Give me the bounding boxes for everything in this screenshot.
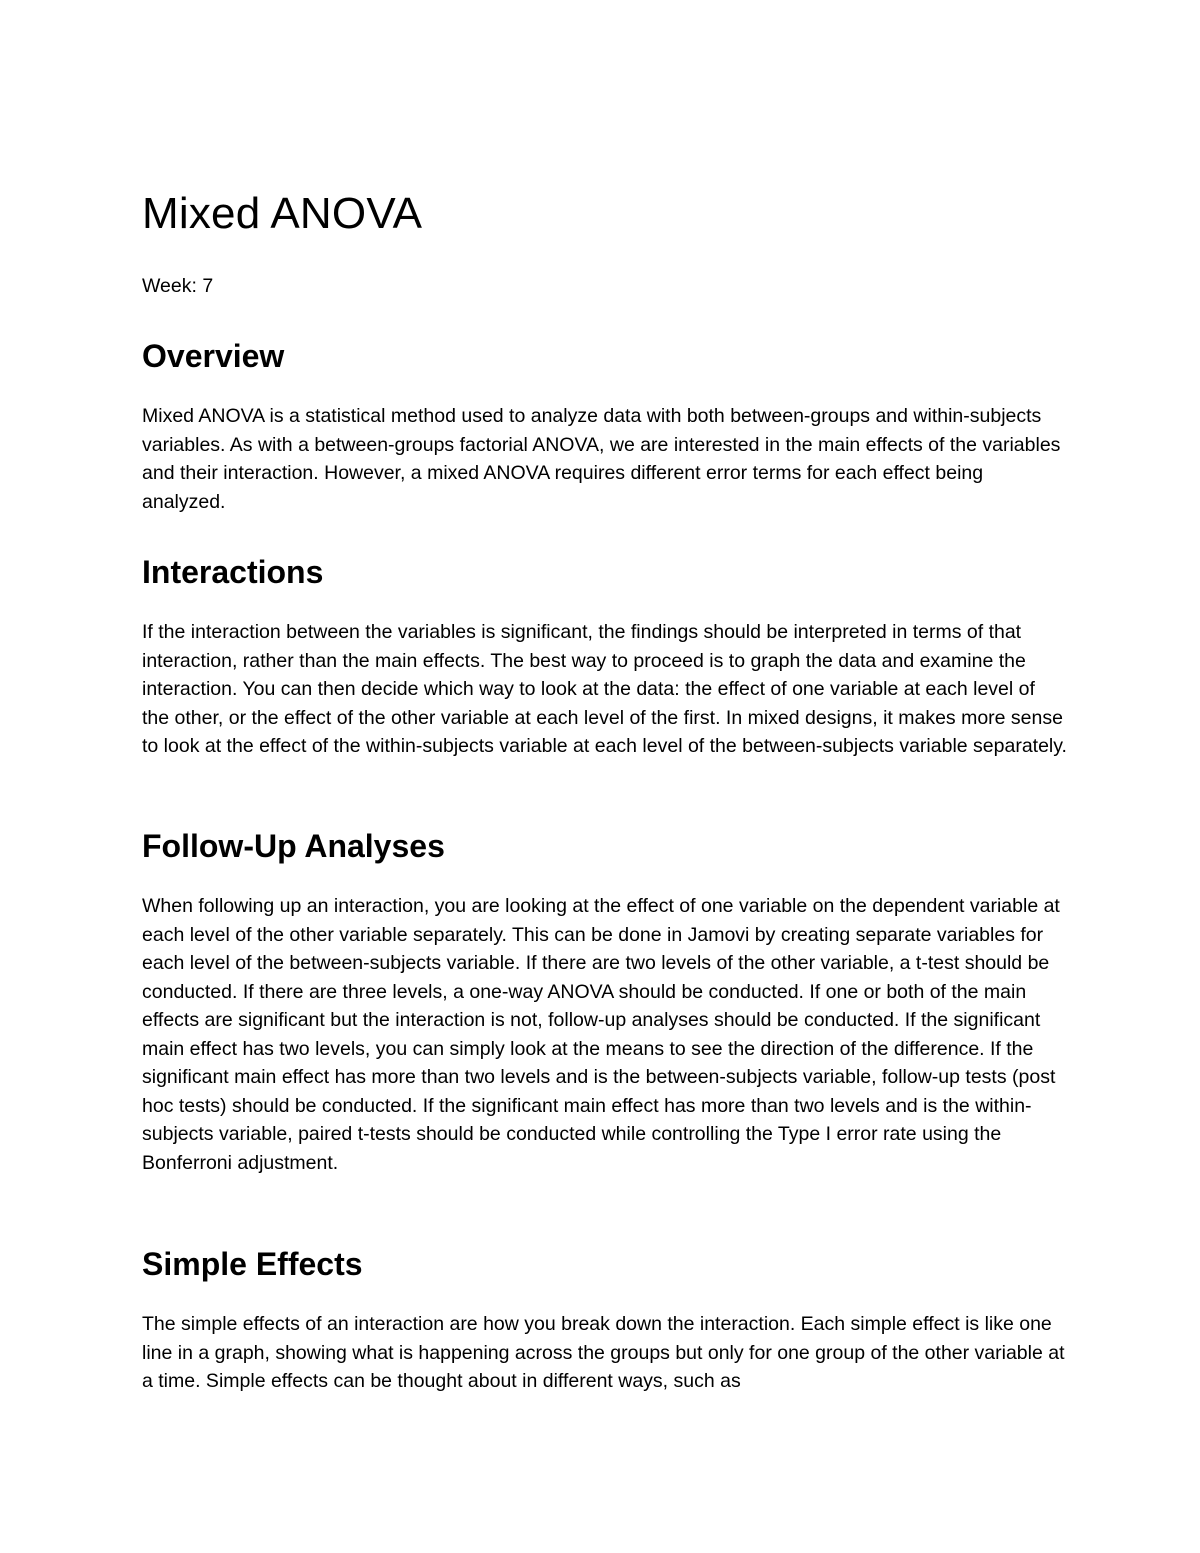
section-heading-overview: Overview [142, 338, 285, 374]
section-body-interactions: If the interaction between the variables is significant, the findings should be interpreted in terms of that interaction, rather than the main effects. The best way to proceed is to graph the data and examine the interaction. You can then decide which way to look at the data: the effect of one variable at each level of the other, or the effect of the other variable at each level of the first. In mixed designs, it makes more sense to look at the effect of the within-subjects variable at each level of the between-subjects variable separately. [142, 621, 1067, 757]
section-body-simple-effects: The simple effects of an interaction are how you break down the interaction. Each simple effect is like one line in a graph, showing what is happening across the groups but only for one group of the other variable at a time. Simple effects can be thought about in different ways, such as [142, 1313, 1065, 1392]
section-heading-follow-up-analyses: Follow-Up Analyses [142, 828, 445, 864]
section-body-overview: Mixed ANOVA is a statistical method used to analyze data with both between-groups and within-subjects variables. As with a between-groups factorial ANOVA, we are interested in the main effects of the variables and their interaction. However, a mixed ANOVA requires different error terms for each effect being analyzed. [142, 405, 1061, 513]
week-label: Week: 7 [142, 275, 214, 297]
section-body-follow-up-analyses: When following up an interaction, you are looking at the effect of one variable on the dependent variable at each level of the other variable separately. This can be done in Jamovi by creating separate variables for each level of the between-subjects variable. If there are two levels of the other variable, a t-test should be conducted. If there are three levels, a one-way ANOVA should be conducted. If one or both of the main effects are significant but the interaction is not, follow-up analyses should be conducted. If the significant main effect has two levels, you can simply look at the means to see the direction of the difference. If the significant main effect has more than two levels and is the between-subjects variable, follow-up tests (post hoc tests) should be conducted. If the significant main effect has more than two levels and is the within-subjects variable, paired t-tests should be conducted while controlling the Type I error rate using the Bonferroni adjustment. [142, 895, 1060, 1174]
section-heading-interactions: Interactions [142, 554, 324, 590]
section-heading-simple-effects: Simple Effects [142, 1246, 363, 1282]
page-title: Mixed ANOVA [142, 189, 423, 238]
